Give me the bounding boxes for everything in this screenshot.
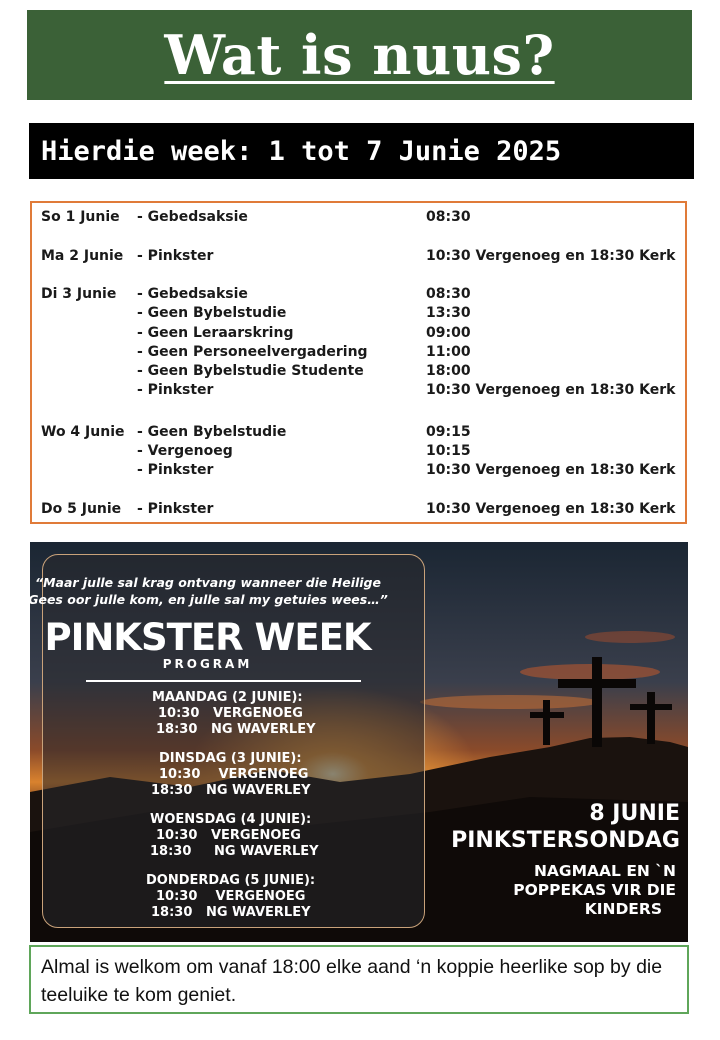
schedule-time: 10:30 Vergenoeg en 18:30 Kerk: [426, 462, 676, 478]
page-title: Wat is nuus?: [164, 23, 555, 87]
schedule-day: Di 3 Junie: [41, 286, 117, 302]
program-day-heading: DINSDAG (3 JUNIE):: [159, 751, 302, 766]
schedule-row: [32, 382, 685, 402]
schedule-time: 10:30 Vergenoeg en 18:30 Kerk: [426, 382, 676, 398]
schedule-day: Wo 4 Junie: [41, 424, 125, 440]
program-day-heading: DONDERDAG (5 JUNIE):: [146, 873, 316, 888]
schedule-event: - Gebedsaksie: [137, 286, 248, 302]
schedule-row: [32, 363, 685, 383]
schedule-time: 11:00: [426, 344, 471, 360]
program-panel: [42, 554, 425, 928]
side-sub-line: NAGMAAL EN `N: [533, 862, 676, 880]
schedule-event: - Vergenoeg: [137, 443, 233, 459]
program-line: 10:30 VERGENOEG: [156, 889, 306, 904]
schedule-event: - Geen Bybelstudie: [137, 305, 287, 321]
pinkstersondag-heading: [420, 800, 680, 854]
poster-quote: “Maar julle sal krag ontvang wanneer die Heilige Gees oor julle kom, en julle sal my getuies wees…”: [28, 575, 388, 607]
welcome-box: [29, 945, 689, 1014]
program-day-heading: MAANDAG (2 JUNIE):: [152, 690, 303, 705]
title-banner: [27, 10, 692, 100]
schedule-time: 18:00: [426, 363, 471, 379]
schedule-row: [32, 344, 685, 364]
schedule-row: [32, 424, 685, 444]
schedule-event: - Pinkster: [137, 382, 214, 398]
schedule-time: 10:30 Vergenoeg en 18:30 Kerk: [426, 501, 676, 517]
program-line: 18:30 NG WAVERLEY: [150, 844, 319, 859]
schedule-time: 09:00: [426, 325, 471, 341]
program-day: [146, 873, 315, 921]
schedule-time: 13:30: [426, 305, 471, 321]
schedule-event: - Pinkster: [137, 462, 214, 478]
program-line: 10:30 VERGENOEG: [158, 706, 303, 721]
nagmaal-note: [420, 862, 676, 919]
schedule-event: - Pinkster: [137, 248, 214, 264]
schedule-time: 10:15: [426, 443, 471, 459]
schedule-event: - Gebedsaksie: [137, 209, 248, 225]
poster-title: PINKSTER WEEK: [44, 616, 371, 659]
schedule-row: [32, 443, 685, 463]
schedule-row: [32, 305, 685, 325]
program-line: 18:30 NG WAVERLEY: [151, 783, 311, 798]
schedule-row: [32, 286, 685, 306]
schedule-row: [32, 209, 685, 229]
schedule-event: - Geen Bybelstudie Studente: [137, 363, 364, 379]
schedule-day: So 1 Junie: [41, 209, 120, 225]
schedule-event: - Geen Leraarskring: [137, 325, 294, 341]
schedule-row: [32, 501, 685, 521]
schedule-row: [32, 462, 685, 482]
program-line: 18:30 NG WAVERLEY: [156, 722, 316, 737]
program-day: [152, 690, 316, 738]
schedule-day: Do 5 Junie: [41, 501, 122, 517]
program-day-heading: WOENSDAG (4 JUNIE):: [150, 812, 312, 827]
program-day: [151, 751, 311, 799]
week-heading: Hierdie week: 1 tot 7 Junie 2025: [41, 135, 562, 167]
schedule-time: 08:30: [426, 286, 471, 302]
program-line: 18:30 NG WAVERLEY: [151, 905, 311, 920]
program-line: 10:30 VERGENOEG: [159, 767, 309, 782]
schedule-row: [32, 325, 685, 345]
side-sub-line: POPPEKAS VIR DIE: [513, 881, 676, 899]
schedule-event: - Geen Bybelstudie: [137, 424, 287, 440]
welcome-text: Almal is welkom om vanaf 18:00 elke aand ‘n koppie heerlike sop by die teeluike te kom geniet.: [41, 956, 663, 1006]
schedule-time: 10:30 Vergenoeg en 18:30 Kerk: [426, 248, 676, 264]
program-day: [150, 812, 319, 860]
side-sub-line: KINDERS: [584, 900, 662, 918]
schedule-box: [30, 201, 687, 524]
week-bar: [29, 123, 694, 179]
schedule-event: - Pinkster: [137, 501, 214, 517]
program-line: 10:30 VERGENOEG: [156, 828, 301, 843]
poster-subtitle: PROGRAM: [162, 657, 253, 671]
schedule-day: Ma 2 Junie: [41, 248, 124, 264]
schedule-time: 09:15: [426, 424, 471, 440]
poster-divider: [86, 680, 361, 682]
schedule-event: - Geen Personeelvergadering: [137, 344, 368, 360]
side-title: PINKSTERSONDAG: [451, 828, 680, 853]
side-date: 8 JUNIE: [589, 801, 680, 826]
schedule-row: [32, 248, 685, 268]
schedule-time: 08:30: [426, 209, 471, 225]
